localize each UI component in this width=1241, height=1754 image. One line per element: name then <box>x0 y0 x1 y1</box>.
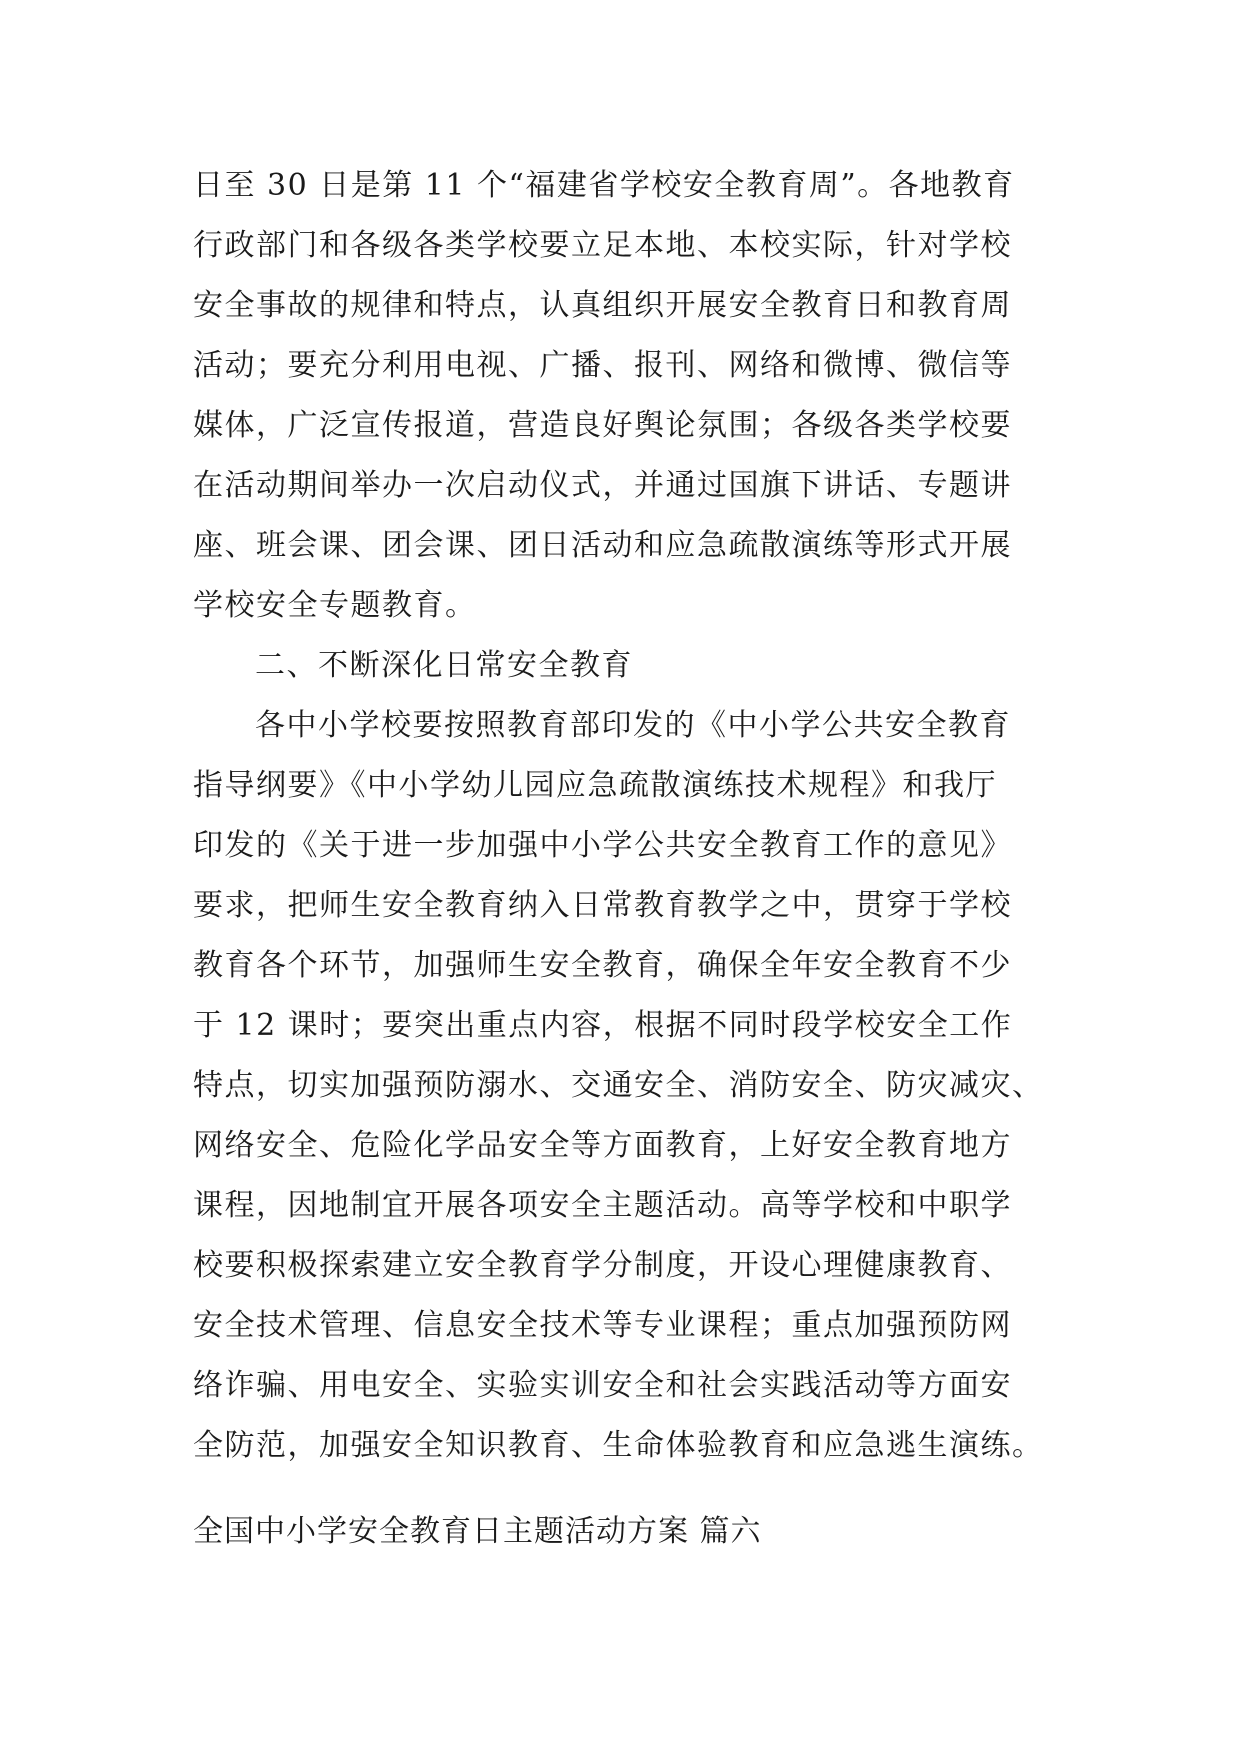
document-body <box>193 156 1053 1476</box>
paragraph-line: 络诈骗、用电安全、实验实训安全和社会实践活动等方面安 <box>193 1368 1012 1403</box>
next-article-title: 全国中小学安全教育日主题活动方案 篇六 <box>193 1514 762 1549</box>
paragraph-line: 指导纲要》《中小学幼儿园应急疏散演练技术规程》和我厅 <box>193 768 997 803</box>
paragraph-line: 特点，切实加强预防溺水、交通安全、消防安全、防灾减灾、 <box>193 1068 1044 1103</box>
paragraph-line: 教育各个环节，加强师生安全教育，确保全年安全教育不少 <box>193 948 1012 983</box>
paragraph-line: 日至 30 日是第 11 个“福建省学校安全教育周”。各地教育 <box>193 168 1015 203</box>
paragraph-line: 座、班会课、团会课、团日活动和应急疏散演练等形式开展 <box>193 528 1012 563</box>
paragraph-line: 网络安全、危险化学品安全等方面教育，上好安全教育地方 <box>193 1128 1012 1163</box>
paragraph-line: 各中小学校要按照教育部印发的《中小学公共安全教育 <box>255 708 1011 743</box>
section-heading: 二、不断深化日常安全教育 <box>255 648 633 683</box>
paragraph-line: 全防范，加强安全知识教育、生命体验教育和应急逃生演练。 <box>193 1428 1044 1463</box>
paragraph-line: 安全事故的规律和特点，认真组织开展安全教育日和教育周 <box>193 288 1012 323</box>
paragraph-line: 在活动期间举办一次启动仪式，并通过国旗下讲话、专题讲 <box>193 468 1012 503</box>
paragraph-line: 于 12 课时；要突出重点内容，根据不同时段学校安全工作 <box>193 1008 1013 1043</box>
paragraph-line: 行政部门和各级各类学校要立足本地、本校实际，针对学校 <box>193 228 1012 263</box>
paragraph-line: 学校安全专题教育。 <box>193 588 477 623</box>
paragraph-line: 要求，把师生安全教育纳入日常教育教学之中，贯穿于学校 <box>193 888 1012 923</box>
paragraph-line: 课程，因地制宜开展各项安全主题活动。高等学校和中职学 <box>193 1188 1012 1223</box>
paragraph-line: 活动；要充分利用电视、广播、报刊、网络和微博、微信等 <box>193 348 1012 383</box>
paragraph-line: 印发的《关于进一步加强中小学公共安全教育工作的意见》 <box>193 828 1012 863</box>
paragraph-line: 校要积极探索建立安全教育学分制度，开设心理健康教育、 <box>193 1248 1012 1283</box>
paragraph-line: 安全技术管理、信息安全技术等专业课程；重点加强预防网 <box>193 1308 1012 1343</box>
paragraph-line: 媒体，广泛宣传报道，营造良好舆论氛围；各级各类学校要 <box>193 408 1012 443</box>
